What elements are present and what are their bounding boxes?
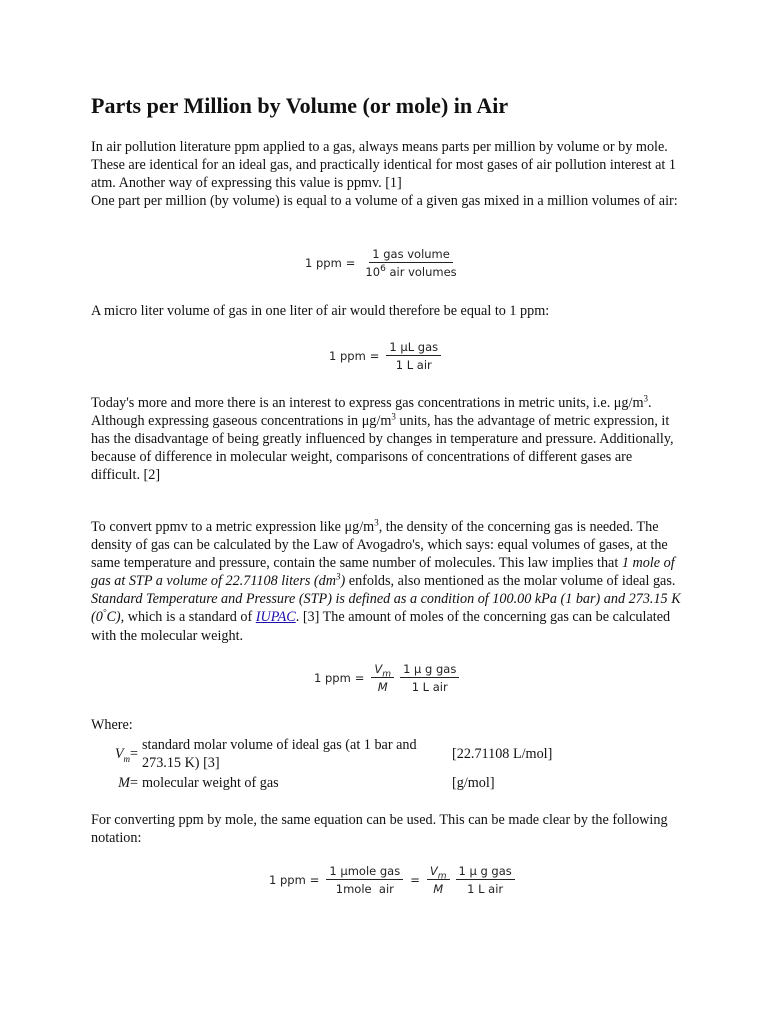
eq4-lhs: 1 ppm: [269, 873, 306, 887]
convert-i1: 1 mole of gas at STP a volume of 22.71108 liters (dm: [91, 555, 675, 590]
convert-text-e: . [3] The amount of moles of the concerning gas can be calculated with the molecular weight.: [91, 609, 671, 644]
eq3-equals: =: [354, 671, 365, 685]
eq3-vm-subscript: m: [382, 669, 392, 680]
eq2-lhs: 1 ppm: [329, 349, 366, 363]
var-m-symbol: M: [118, 775, 130, 791]
metric-units-section: [91, 394, 681, 484]
conversion-paragraph: [91, 518, 681, 645]
equation-ppm-microliter: [329, 340, 444, 372]
metric-text-b: . Although expressing gaseous concentrations in μg/m: [91, 395, 652, 430]
convert-text-d: which is a standard of: [124, 609, 256, 626]
equation-ppm-mole: [269, 864, 518, 896]
conversion-section: [91, 518, 681, 645]
eq4-vm-numerator: [427, 864, 450, 880]
convert-text-a: To convert ppmv to a metric expression like μg/m: [91, 519, 375, 535]
eq3-vm-denominator: M: [377, 680, 388, 694]
eq3-numerator: 1 μ g gas: [400, 662, 459, 678]
convert-i1-sup: 3: [336, 571, 341, 582]
eq1-lhs: 1 ppm: [305, 256, 342, 270]
equation-ppm-metric: [314, 662, 462, 694]
metric-sup-a: 3: [643, 393, 648, 404]
eq4-mass-denominator: 1 L air: [467, 882, 504, 896]
metric-text-c: units, has the advantage of metric expression, it has the disadvantage of being greatly influenced by changes in temperature and pressure. Additionally, because of difference in molecular weight, comparisons of concentrations of different gases are difficult. [2]: [91, 413, 674, 484]
var-equals: =: [130, 775, 139, 791]
var-symbol: [102, 772, 130, 792]
iupac-link[interactable]: IUPAC: [255, 609, 296, 626]
eq4-mass-numerator: 1 μ g gas: [456, 864, 515, 880]
eq3-vm-fraction: [371, 662, 394, 694]
eq4-mole-fraction: [326, 864, 403, 896]
eq1-den-exponent: 6: [380, 264, 386, 275]
convert-sup-a: 3: [374, 517, 379, 528]
var-description: standard molar volume of ideal gas (at 1 bar and 273.15 K) [3]: [142, 737, 417, 771]
eq4-mass-fraction: [456, 864, 515, 896]
eq3-denominator: 1 L air: [411, 680, 448, 694]
table-row: [102, 736, 602, 772]
eq4-vm-fraction: [427, 864, 450, 896]
eq3-vm-symbol: V: [374, 662, 383, 676]
eq1-fraction: [362, 247, 459, 279]
metric-units-paragraph: [91, 394, 681, 484]
intro-paragraph: In air pollution literature ppm applied to a gas, always means parts per million by volume or by mole. These are identical for an ideal gas, and practically identical for most gases of air pollution interest at 1 atm. Another way of expressing this value is ppmv. [1]: [91, 139, 677, 192]
var-vm-subscript: m: [123, 753, 130, 764]
micro-liter-paragraph: A micro liter volume of gas in one liter of air would therefore be equal to 1 ppm:: [91, 303, 550, 319]
var-unit: [g/mol]: [452, 775, 495, 791]
intro-section: [91, 138, 681, 210]
metric-text-a: Today's more and more there is an interest to express gas concentrations in metric units, i.e. μg/m: [91, 395, 644, 411]
eq4-equals: =: [309, 873, 320, 887]
var-vm-symbol: V: [114, 746, 124, 762]
eq4-mole-numerator: 1 μmole gas: [326, 864, 403, 880]
micro-liter-section: [91, 302, 681, 320]
convert-text-b: , the density of the concerning gas is needed. The density of gas can be calculated by the Law of Avogadro's, which says: equal volumes of gases, at the same temperature and pressure, contain the same number of molecules. This law implies that: [91, 519, 668, 572]
table-row: [102, 772, 602, 792]
convert-i2-end: C),: [106, 609, 125, 626]
eq4-equals-2: =: [410, 873, 420, 887]
convert-i2-sup: °: [102, 607, 107, 618]
where-label: Where:: [91, 717, 133, 733]
metric-sup-b: 3: [391, 411, 396, 422]
ppm-definition-paragraph: One part per million (by volume) is equal to a volume of a given gas mixed in a million volumes of air:: [91, 193, 678, 210]
eq4-mole-denominator: 1mole air: [335, 882, 394, 896]
convert-i1-end: ): [340, 573, 346, 590]
eq3-fraction: [400, 662, 459, 694]
equation-ppm-volume: [305, 247, 463, 279]
eq3-lhs: 1 ppm: [314, 671, 351, 685]
eq1-den-base: 10: [365, 265, 381, 279]
eq2-equals: =: [369, 349, 380, 363]
eq3-vm-numerator: [371, 662, 394, 678]
eq1-equals: =: [345, 256, 356, 270]
convert-text-c: enfolds, also mentioned as the molar volume of ideal gas.: [345, 573, 676, 590]
var-equals: =: [130, 746, 139, 762]
eq4-vm-denominator: M: [433, 882, 444, 896]
mole-section: [91, 811, 681, 847]
eq4-vm-subscript: m: [437, 871, 447, 882]
convert-i2: Standard Temperature and Pressure (STP) is defined as a condition of 100.00 kPa (1 bar) and 273.15 K (0: [91, 591, 681, 626]
variable-definitions-table: [102, 736, 602, 792]
eq1-numerator: 1 gas volume: [369, 247, 453, 263]
eq4-vm-symbol: V: [429, 864, 438, 878]
eq1-denominator: [362, 263, 459, 279]
var-unit: [22.71108 L/mol]: [452, 746, 553, 762]
var-description: molecular weight of gas: [142, 775, 279, 791]
page-title: Parts per Million by Volume (or mole) in Air: [91, 93, 509, 118]
eq2-denominator: 1 L air: [395, 358, 432, 372]
eq2-numerator: 1 μL gas: [386, 340, 441, 356]
where-label-block: [91, 716, 681, 734]
mole-paragraph: For converting ppm by mole, the same equation can be used. This can be made clear by the following notation:: [91, 812, 668, 847]
var-symbol: [102, 736, 130, 772]
eq1-den-rest: air volumes: [385, 265, 457, 279]
eq2-fraction: [386, 340, 441, 372]
